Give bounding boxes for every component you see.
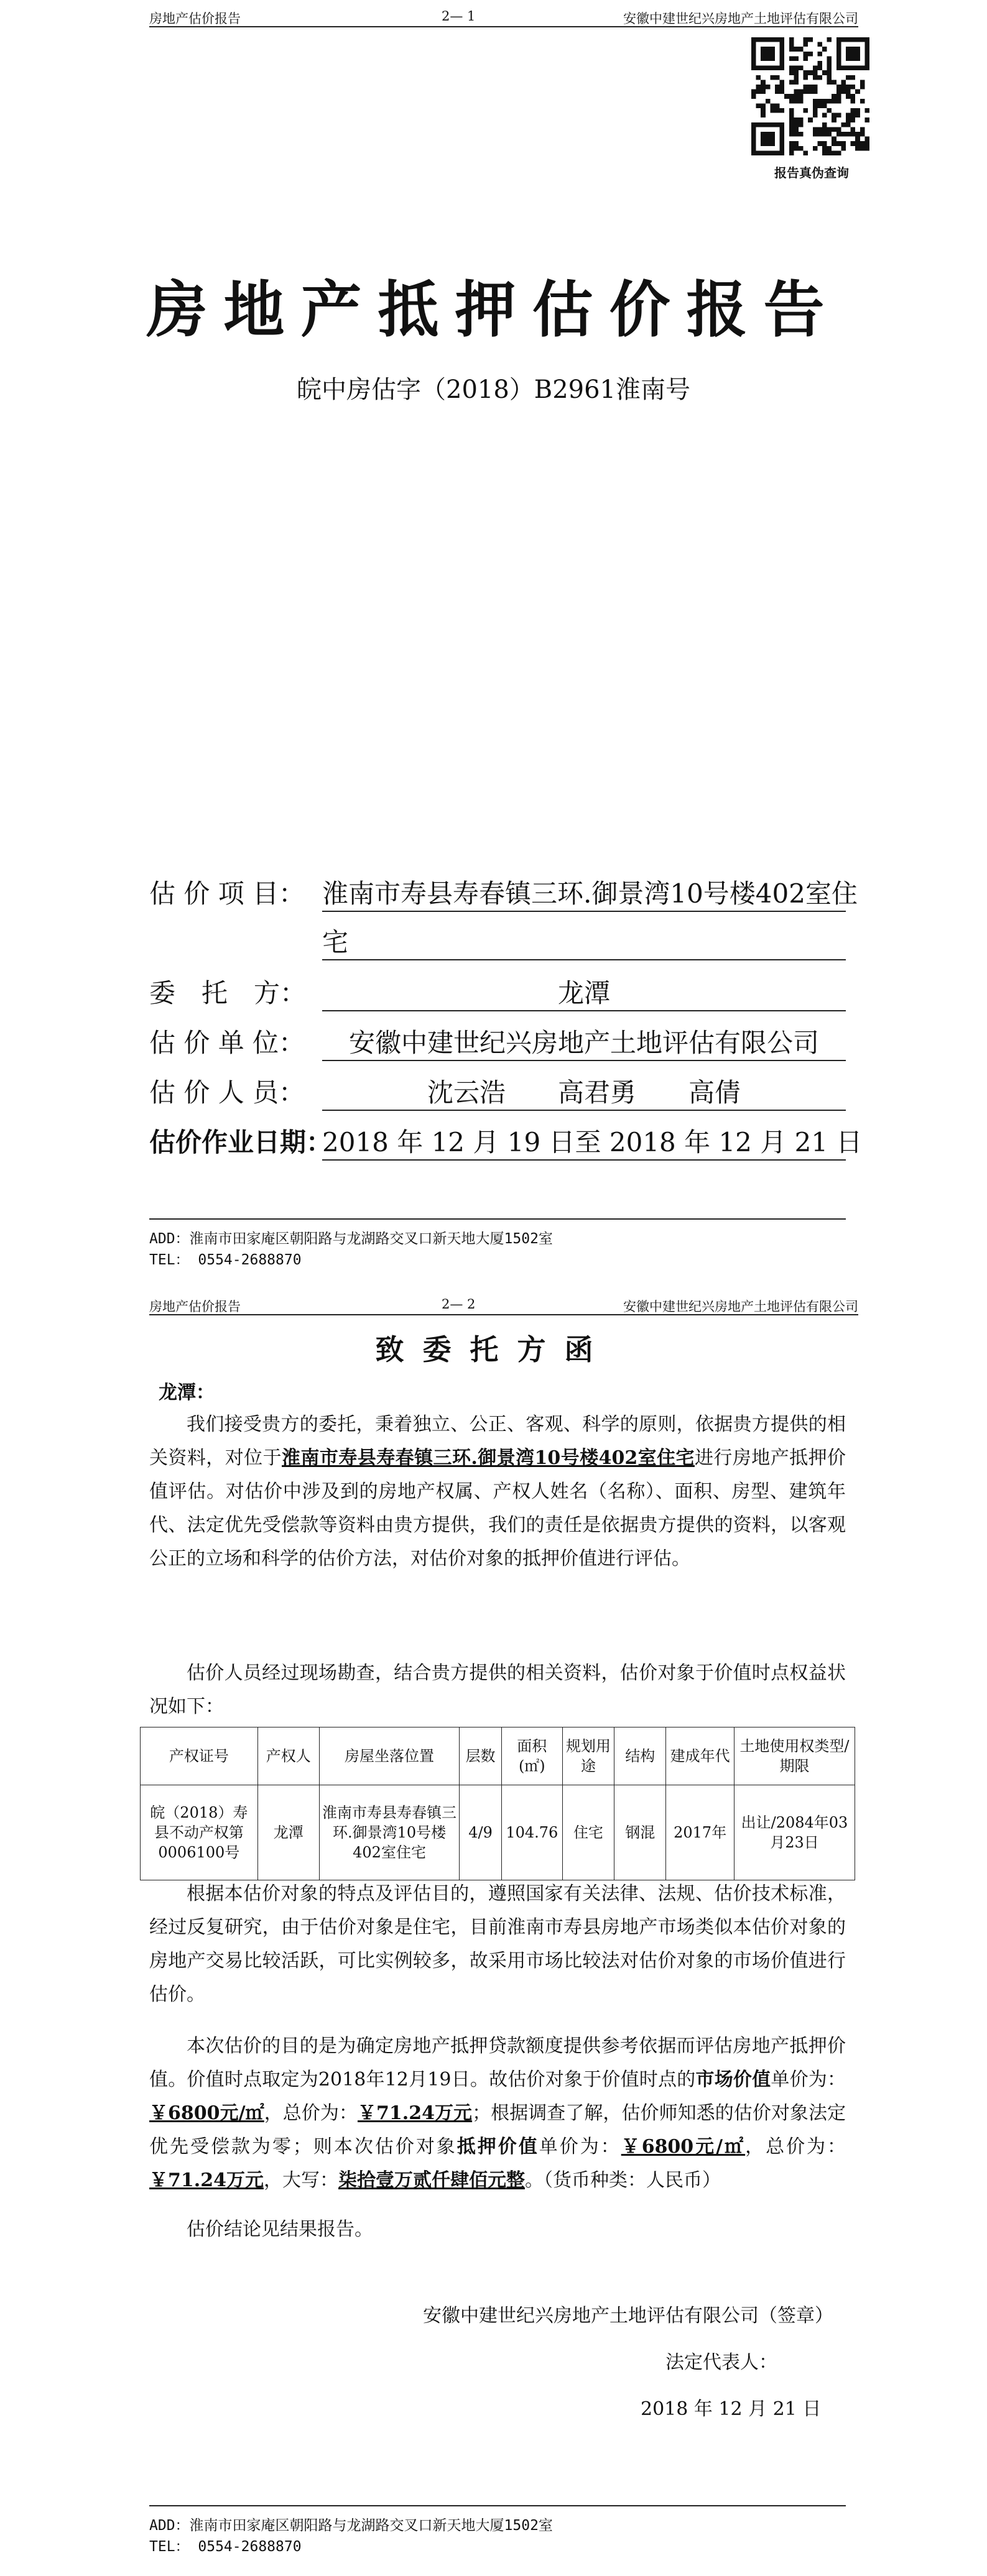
- paragraph-intro: [149, 1408, 846, 1576]
- field-label: 估价作业日期：: [149, 1127, 333, 1157]
- mortgage-value-label: 抵押价值: [456, 2136, 539, 2158]
- letter-title: 致委托方函: [375, 1333, 612, 1366]
- field-label: 估 价 单 位：: [149, 1028, 305, 1058]
- table-header-cell: 建成年代: [666, 1727, 734, 1785]
- footer-rule: [149, 1218, 846, 1220]
- field-label: 估 价 项 目：: [149, 878, 305, 909]
- paragraph-status: 估价人员经过现场勘查，结合贵方提供的相关资料，估价对象于价值时点权益状况如下：: [149, 1662, 846, 1718]
- property-rights-table: [140, 1727, 855, 1880]
- table-cell: 2017年: [666, 1785, 734, 1880]
- footer-address: ADD：淮南市田家庵区朝阳路与龙湖路交叉口新天地大厦1502室: [149, 2518, 553, 2534]
- table-header-cell: 规划用途: [562, 1727, 614, 1785]
- market-unit-price: ￥6800元/㎡: [149, 2102, 264, 2124]
- text: 单价为：: [771, 2069, 846, 2091]
- table-cell: 住宅: [562, 1785, 614, 1880]
- field-unit-value: 安徽中建世纪兴房地产土地评估有限公司: [322, 1023, 846, 1061]
- header-page-number: 2— 1: [442, 9, 476, 24]
- text: 。（货币种类：人民币）: [524, 2169, 721, 2191]
- field-label: 委 托 方：: [149, 978, 307, 1008]
- table-header-cell: 产权人: [257, 1727, 319, 1785]
- footer-tel: TEL： 0554-2688870: [149, 1252, 302, 1268]
- intro-text-cont: 进行房地产抵押价值评估。对估价中涉及到的房地产权属、产权人姓名（名称）、面积、房型、建筑年代、法定优先受偿款等资料由贵方提供，我们的责任是依据贵方提供的资料，以客观公正的立场和科学的估价方法，对估价对象的抵押价值进行评估。: [149, 1447, 846, 1570]
- table-cell: 4/9: [460, 1785, 501, 1880]
- header-company: 安徽中建世纪兴房地产土地评估有限公司: [623, 1299, 858, 1314]
- signature-company: 安徽中建世纪兴房地产土地评估有限公司（签章）: [423, 2305, 833, 2327]
- text: ，大写：: [263, 2169, 338, 2191]
- table-cell: 龙潭: [257, 1785, 319, 1880]
- field-client-value: 龙潭: [322, 973, 846, 1011]
- footer-address: ADD：淮南市田家庵区朝阳路与龙湖路交叉口新天地大厦1502室: [149, 1231, 553, 1247]
- field-project-value-line2: 宅: [322, 922, 846, 960]
- text: 单价为：: [539, 2136, 621, 2158]
- field-date-value: 2018 年 12 月 19 日至 2018 年 12 月 21 日: [322, 1122, 846, 1161]
- market-value-label: 市场价值: [695, 2069, 771, 2091]
- table-header-row: [141, 1727, 855, 1785]
- table-header-cell: 产权证号: [141, 1727, 258, 1785]
- signature-date: 2018 年 12 月 21 日: [641, 2398, 822, 2420]
- running-header: [149, 1295, 858, 1315]
- table-row: [141, 1785, 855, 1880]
- text: ，总价为：: [264, 2102, 358, 2124]
- paragraph-method: 根据本估价对象的特点及评估目的，遵照国家有关法律、法规、估价技术标准，经过反复研究，由于估价对象是住宅，目前淮南市寿县房地产市场类似本估价对象的房地产交易比较活跃，可比实例较多，故采用市场比较法对估价对象的市场价值进行估价。: [149, 1883, 846, 2005]
- property-address: 淮南市寿县寿春镇三环.御景湾10号楼402室住宅: [282, 1447, 695, 1469]
- document-number: 皖中房估字（2018）B2961淮南号: [297, 375, 690, 404]
- footer-tel: TEL： 0554-2688870: [149, 2539, 302, 2555]
- mortgage-unit-price: ￥6800元/㎡: [621, 2136, 746, 2158]
- table-cell: 出让/2084年03月23日: [734, 1785, 855, 1880]
- table-header-cell: 结构: [614, 1727, 666, 1785]
- table-header-cell: 层数: [460, 1727, 501, 1785]
- header-report-type: 房地产估价报告: [149, 11, 241, 26]
- text: ，总价为：: [745, 2136, 846, 2158]
- text: 本次估价的目的是为确定房地产抵押贷款额度提供参考依据而评估房地产抵押价值。价值时点取定为2018年12月19日。故估价对象于价值时点的: [149, 2035, 846, 2091]
- report-title: 房地产抵押估价报告: [146, 274, 841, 346]
- header-report-type: 房地产估价报告: [149, 1299, 241, 1314]
- paragraph-conclusion: [149, 2030, 846, 2197]
- qr-code-icon[interactable]: [751, 37, 869, 155]
- table-cell: 皖（2018）寿县不动产权第0006100号: [141, 1785, 258, 1880]
- letter-salutation: 龙潭：: [159, 1382, 215, 1404]
- field-label: 估 价 人 员：: [149, 1077, 305, 1108]
- market-total-price: ￥71.24万元: [357, 2102, 473, 2124]
- field-project-value-line1: 淮南市寿县寿春镇三环.御景湾10号楼402室住: [322, 873, 846, 912]
- table-header-cell: 土地使用权类型/期限: [734, 1727, 855, 1785]
- field-appraisers-value: 沈云浩 高君勇 高倩: [322, 1072, 846, 1111]
- mortgage-total-price: ￥71.24万元: [149, 2169, 264, 2191]
- paragraph-see-results: 估价结论见结果报告。: [187, 2219, 373, 2240]
- table-header-cell: 房屋坐落位置: [319, 1727, 460, 1785]
- header-company: 安徽中建世纪兴房地产土地评估有限公司: [623, 11, 858, 26]
- table-cell: 淮南市寿县寿春镇三环.御景湾10号楼402室住宅: [319, 1785, 460, 1880]
- footer-rule: [149, 2505, 846, 2506]
- signature-legal-rep: 法定代表人：: [665, 2352, 777, 2373]
- intro-text: 我们接受贵方的委托，秉着独立、公正、客观、科学的原则，依据贵方提供的相关资料，对位于: [149, 1414, 846, 1469]
- table-header-cell: 面积(㎡): [501, 1727, 562, 1785]
- amount-in-words: 柒拾壹万贰仟肆佰元整: [338, 2169, 525, 2191]
- table-cell: 钢混: [614, 1785, 666, 1880]
- running-header: [149, 7, 858, 27]
- header-page-number: 2— 2: [442, 1297, 476, 1312]
- qr-caption: 报告真伪查询: [774, 165, 849, 180]
- text: ；根据调查了解，估价师知悉的估价对象法定优先受偿款为零；则本次估价对象: [149, 2102, 846, 2158]
- table-cell: 104.76: [501, 1785, 562, 1880]
